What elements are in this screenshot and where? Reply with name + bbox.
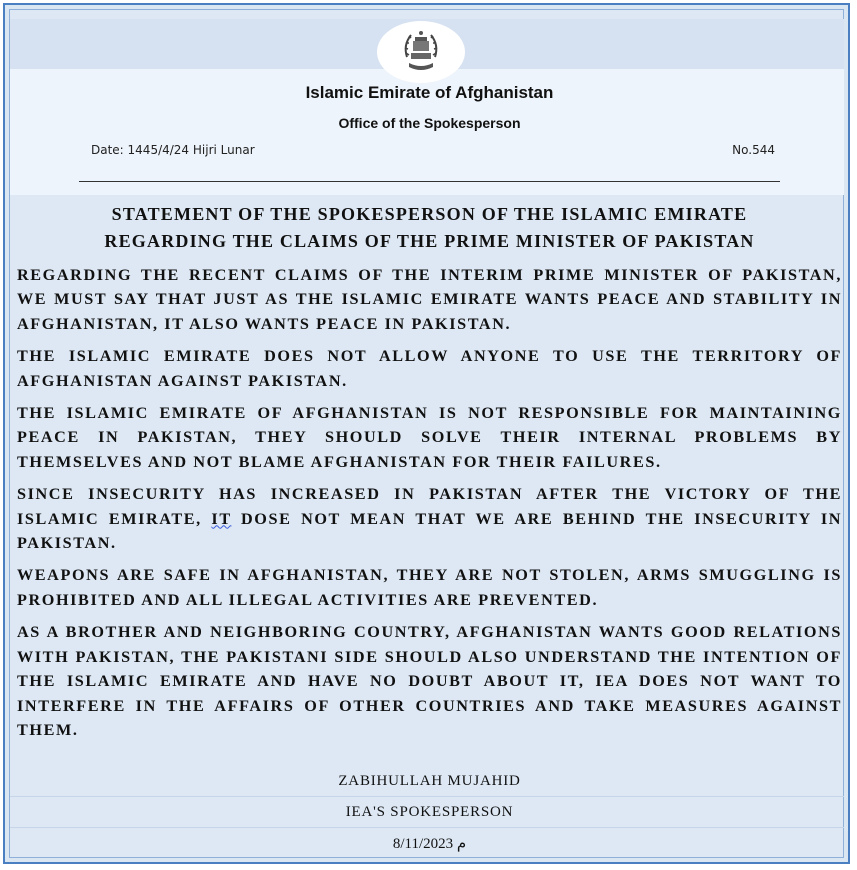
paragraph-text: DOSE NOT MEAN THAT WE ARE BEHIND THE INSECURITY IN PAKISTAN. (17, 509, 843, 553)
statement-heading (5, 201, 854, 255)
paragraph: WEAPONS ARE SAFE IN AFGHANISTAN, THEY ARE NOT STOLEN, ARMS SMUGGLING IS PROHIBITED AND ALL ILLEGAL ACTIVITIES ARE PREVENTED. (17, 566, 842, 609)
paragraph: THE ISLAMIC EMIRATE DOES NOT ALLOW ANYONE TO USE THE TERRITORY OF AFGHANISTAN AGAINST PAKISTAN. (17, 347, 842, 390)
emblem-icon (399, 27, 443, 75)
spellcheck-word[interactable]: IT (211, 509, 232, 528)
paragraph: REGARDING THE RECENT CLAIMS OF THE INTERIM PRIME MINISTER OF PAKISTAN, WE MUST SAY THAT JUST AS THE ISLAMIC EMIRATE WANTS PEACE AND STABILITY IN AFGHANISTAN, IT ALSO WANTS PEACE IN PAKISTAN. (17, 266, 842, 333)
heading-line-2: REGARDING THE CLAIMS OF THE PRIME MINISTER OF PAKISTAN (104, 231, 755, 251)
statement-number: No.544 (732, 143, 775, 157)
statement-date: Date: 1445/4/24 Hijri Lunar (91, 143, 255, 157)
paragraph: AS A BROTHER AND NEIGHBORING COUNTRY, AFGHANISTAN WANTS GOOD RELATIONS WITH PAKISTAN, THE PAKISTANI SIDE SHOULD ALSO UNDERSTAND THE INTENTION OF THE ISLAMIC EMIRATE AND HAVE NO DOUBT ABOUT IT, IEA DOES NOT WANT TO INTERFERE IN THE AFFAIRS OF OTHER COUNTRIES AND TAKE MEASURES AGAINST THEM. (17, 623, 842, 739)
signatory-title: IEA'S SPOKESPERSON (345, 804, 514, 820)
document-frame (3, 3, 850, 864)
signature-date: 8/11/2023 م (392, 836, 467, 852)
paragraph (17, 482, 842, 555)
signature-divider (10, 796, 844, 797)
org-name: Islamic Emirate of Afghanistan (305, 83, 554, 102)
paragraph: THE ISLAMIC EMIRATE OF AFGHANISTAN IS NOT RESPONSIBLE FOR MAINTAINING PEACE IN PAKISTAN, THEY SHOULD SOLVE THEIR INTERNAL PROBLEMS BY THEMSELVES AND NOT BLAME AFGHANISTAN FOR THEIR FAILURES. (17, 404, 842, 471)
statement-body (17, 263, 842, 750)
signatory-name: ZABIHULLAH MUJAHID (338, 773, 521, 789)
office-name: Office of the Spokesperson (338, 115, 521, 131)
signature-divider (10, 827, 844, 828)
header-divider (79, 181, 780, 182)
paragraph-text: SINCE INSECURITY HAS INCREASED IN PAKISTAN AFTER THE VICTORY OF THE ISLAMIC EMIRATE, (17, 485, 842, 528)
heading-line-1: STATEMENT OF THE SPOKESPERSON OF THE ISLAMIC EMIRATE (111, 204, 748, 224)
